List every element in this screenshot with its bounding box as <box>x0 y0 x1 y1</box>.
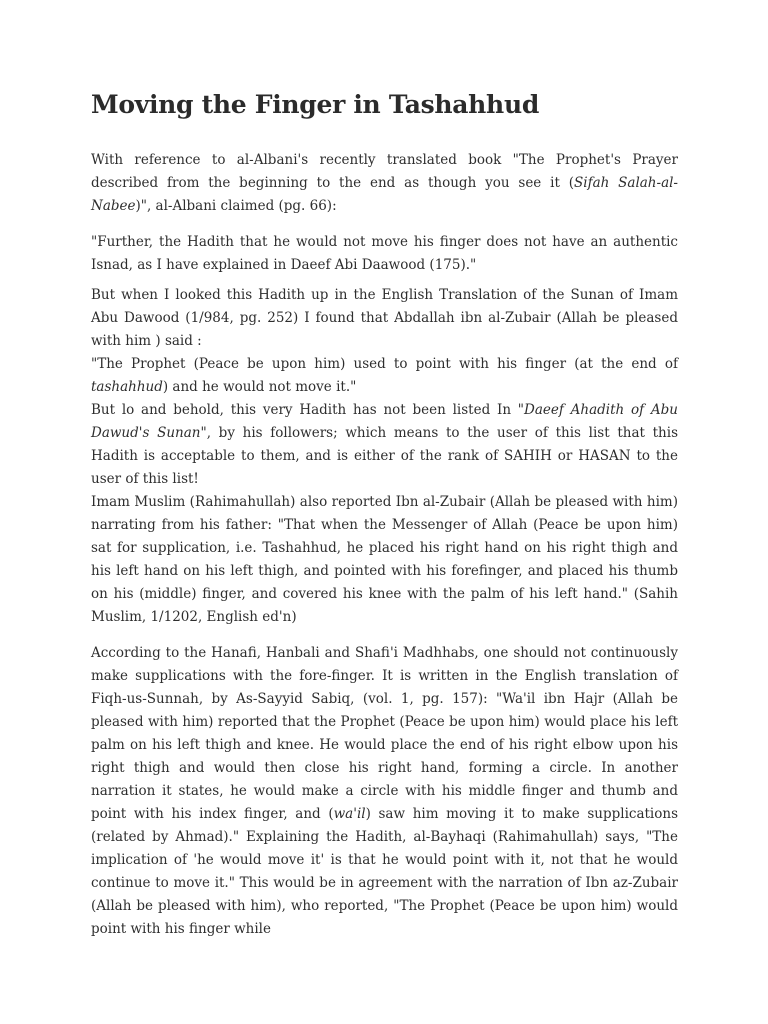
paragraph-intro-text-a: With reference to al-Albani's recently translated book "The Prophet's Prayer described from the beginning to the end as though you see it ( <box>91 152 678 191</box>
paragraph-intro-text-b: )", al-Albani claimed (pg. 66): <box>135 198 337 214</box>
paragraph-intro <box>91 149 678 218</box>
paragraph-intro-italic: Sifah Salah-al-Nabee <box>91 175 678 214</box>
paragraph-madhhabs-italic: wa'il <box>333 806 366 822</box>
page-title: Moving the Finger in Tashahhud <box>91 90 539 119</box>
paragraph-daeef-list-text-a: But lo and behold, this very Hadith has not been listed In " <box>91 402 525 418</box>
paragraph-quote-prophet-italic: tashahhud <box>91 379 163 395</box>
paragraph-imam-muslim: Imam Muslim (Rahimahullah) also reported Ibn al-Zubair (Allah be pleased with him) narrating from his father: "That when the Messenger of Allah (Peace be upon him) sat for supplication, i.e. Tashahhud, he placed his right hand on his right thigh and his left hand on his left thigh, and pointed with his forefinger, and placed his thumb on his (middle) finger, and covered his knee with the palm of his left hand." (Sahih Muslim, 1/1202, English ed'n) <box>91 494 678 625</box>
paragraph-madhhabs-text-a: According to the Hanafi, Hanbali and Shafi'i Madhhabs, one should not continuously make supplications with the fore-finger. It is written in the English translation of Fiqh-us-Sunnah, by As-Sayyid Sabiq, (vol. 1, pg. 157): "Wa'il ibn Hajr (Allah be pleased with him) reported that the Prophet (Peace be upon him) would place his left palm on his left thigh and knee. He would place the end of his right elbow upon his right thigh and would then close his right hand, forming a circle. In another narration it states, he would make a circle with his middle finger and thumb and point with his index finger, and ( <box>91 645 678 822</box>
paragraph-quote-prophet <box>91 353 678 399</box>
paragraph-daeef-list <box>91 399 678 491</box>
paragraph-madhhabs <box>91 642 678 941</box>
paragraph-daeef-list-text-b: ", by his followers; which means to the user of this list that this Hadith is acceptable to them, and is either of the rank of SAHIH or HASAN to the user of this list! <box>91 425 678 487</box>
document-page <box>91 82 678 941</box>
paragraph-quote-prophet-text-b: ) and he would not move it." <box>162 379 357 395</box>
paragraph-daeef-list-italic: Daeef Ahadith of Abu Dawud's Sunan <box>91 402 678 441</box>
paragraph-abu-dawood: But when I looked this Hadith up in the English Translation of the Sunan of Imam Abu Dawood (1/984, pg. 252) I found that Abdallah ibn al-Zubair (Allah be pleased with him ) said : <box>91 287 678 349</box>
paragraph-quote-albani: "Further, the Hadith that he would not move his finger does not have an authentic Isnad, as I have explained in Daeef Abi Daawood (175)." <box>91 234 678 273</box>
paragraph-quote-prophet-text-a: "The Prophet (Peace be upon him) used to point with his finger (at the end of <box>91 356 678 372</box>
paragraph-madhhabs-text-b: ) saw him moving it to make supplications (related by Ahmad)." Explaining the Hadith, al-Bayhaqi (Rahimahullah) says, "The implication of 'he would move it' is that he would point with it, not that he would continue to move it." This would be in agreement with the narration of Ibn az-Zubair (Allah be pleased with him), who reported, "The Prophet (Peace be upon him) would point with his finger while <box>91 806 678 937</box>
